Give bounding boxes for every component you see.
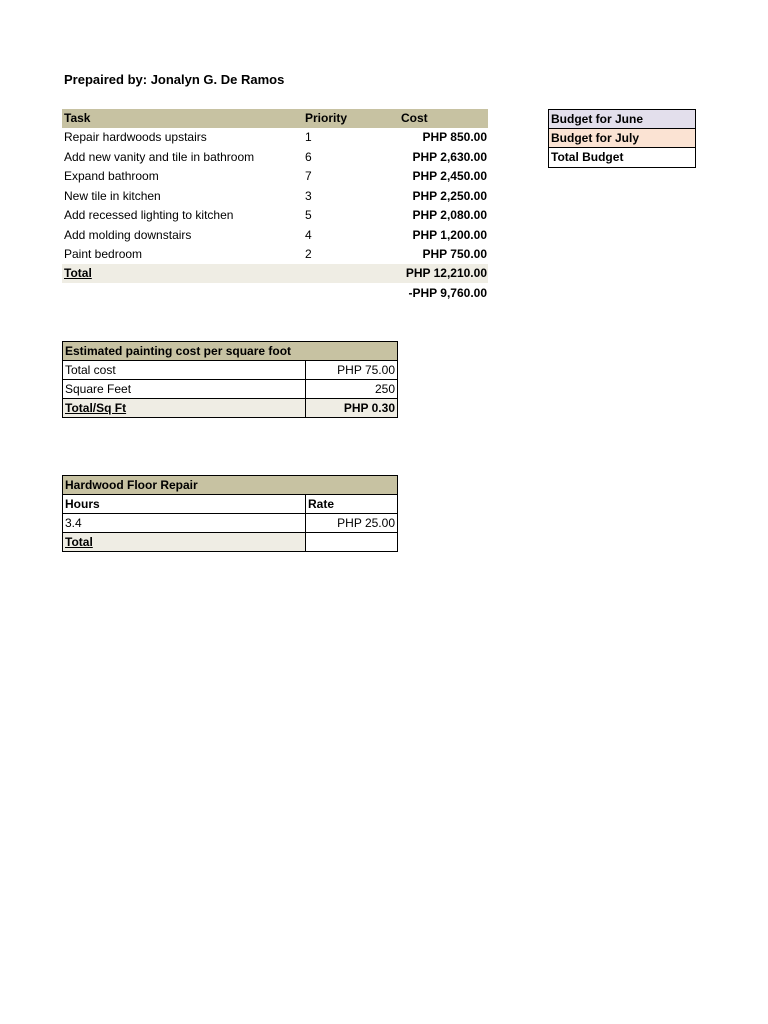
hardwood-repair-table [62,475,398,552]
task-row-priority: 2 [305,247,312,261]
task-row-priority: 1 [305,130,312,144]
task-row-cost: PHP 2,630.00 [412,149,487,164]
painting-square-feet-label: Square Feet [63,380,306,399]
task-row-cost: PHP 750.00 [422,247,487,261]
budget-box [548,109,696,168]
hardwood-total-label: Total [63,533,306,552]
task-row-cost: PHP 1,200.00 [412,227,487,242]
total-budget-label: Total Budget [551,150,624,164]
painting-square-feet-value: 250 [306,380,398,399]
task-total-cost: PHP 12,210.00 [405,266,487,280]
task-row-priority: 6 [305,149,312,164]
hours-value: 3.4 [63,514,306,533]
painting-per-sqft-label: Total/Sq Ft [63,399,306,418]
budget-july-label: Budget for July [549,129,695,148]
hardwood-table-title: Hardwood Floor Repair [63,476,398,495]
painting-total-cost-label: Total cost [63,361,306,380]
task-row-task: New tile in kitchen [64,188,161,203]
task-row-cost: PHP 2,450.00 [412,169,487,183]
task-row-priority: 7 [305,169,312,183]
painting-table-title: Estimated painting cost per square foot [63,342,398,361]
task-row-cost: PHP 2,080.00 [412,208,487,222]
task-row-task: Repair hardwoods upstairs [64,130,207,144]
prepared-by: Prepaired by: Jonalyn G. De Ramos [64,72,285,87]
task-row-task: Expand bathroom [64,169,159,183]
cost-header-label: Cost [401,111,428,125]
budget-june-label: Budget for June [549,110,695,129]
hardwood-total-value [306,533,398,552]
task-row-cost: PHP 2,250.00 [412,188,487,203]
task-row-priority: 5 [305,208,312,222]
task-header-label: Task [64,111,91,125]
priority-header-label: Priority [305,111,348,125]
task-row-priority: 4 [305,227,312,242]
rate-header: Rate [306,495,398,514]
task-row-cost: PHP 850.00 [422,130,487,144]
task-row-priority: 3 [305,188,312,203]
painting-total-cost-value: PHP 75.00 [306,361,398,380]
task-row-task: Paint bedroom [64,247,143,261]
task-row-task: Add new vanity and tile in bathroom [64,149,255,164]
task-total-label: Total [64,266,92,280]
painting-cost-table [62,341,398,418]
task-row-task: Add molding downstairs [64,227,192,242]
rate-value: PHP 25.00 [306,514,398,533]
budget-difference: -PHP 9,760.00 [408,286,487,300]
task-row-task: Add recessed lighting to kitchen [64,208,234,222]
hours-header: Hours [63,495,306,514]
painting-per-sqft-value: PHP 0.30 [306,399,398,418]
